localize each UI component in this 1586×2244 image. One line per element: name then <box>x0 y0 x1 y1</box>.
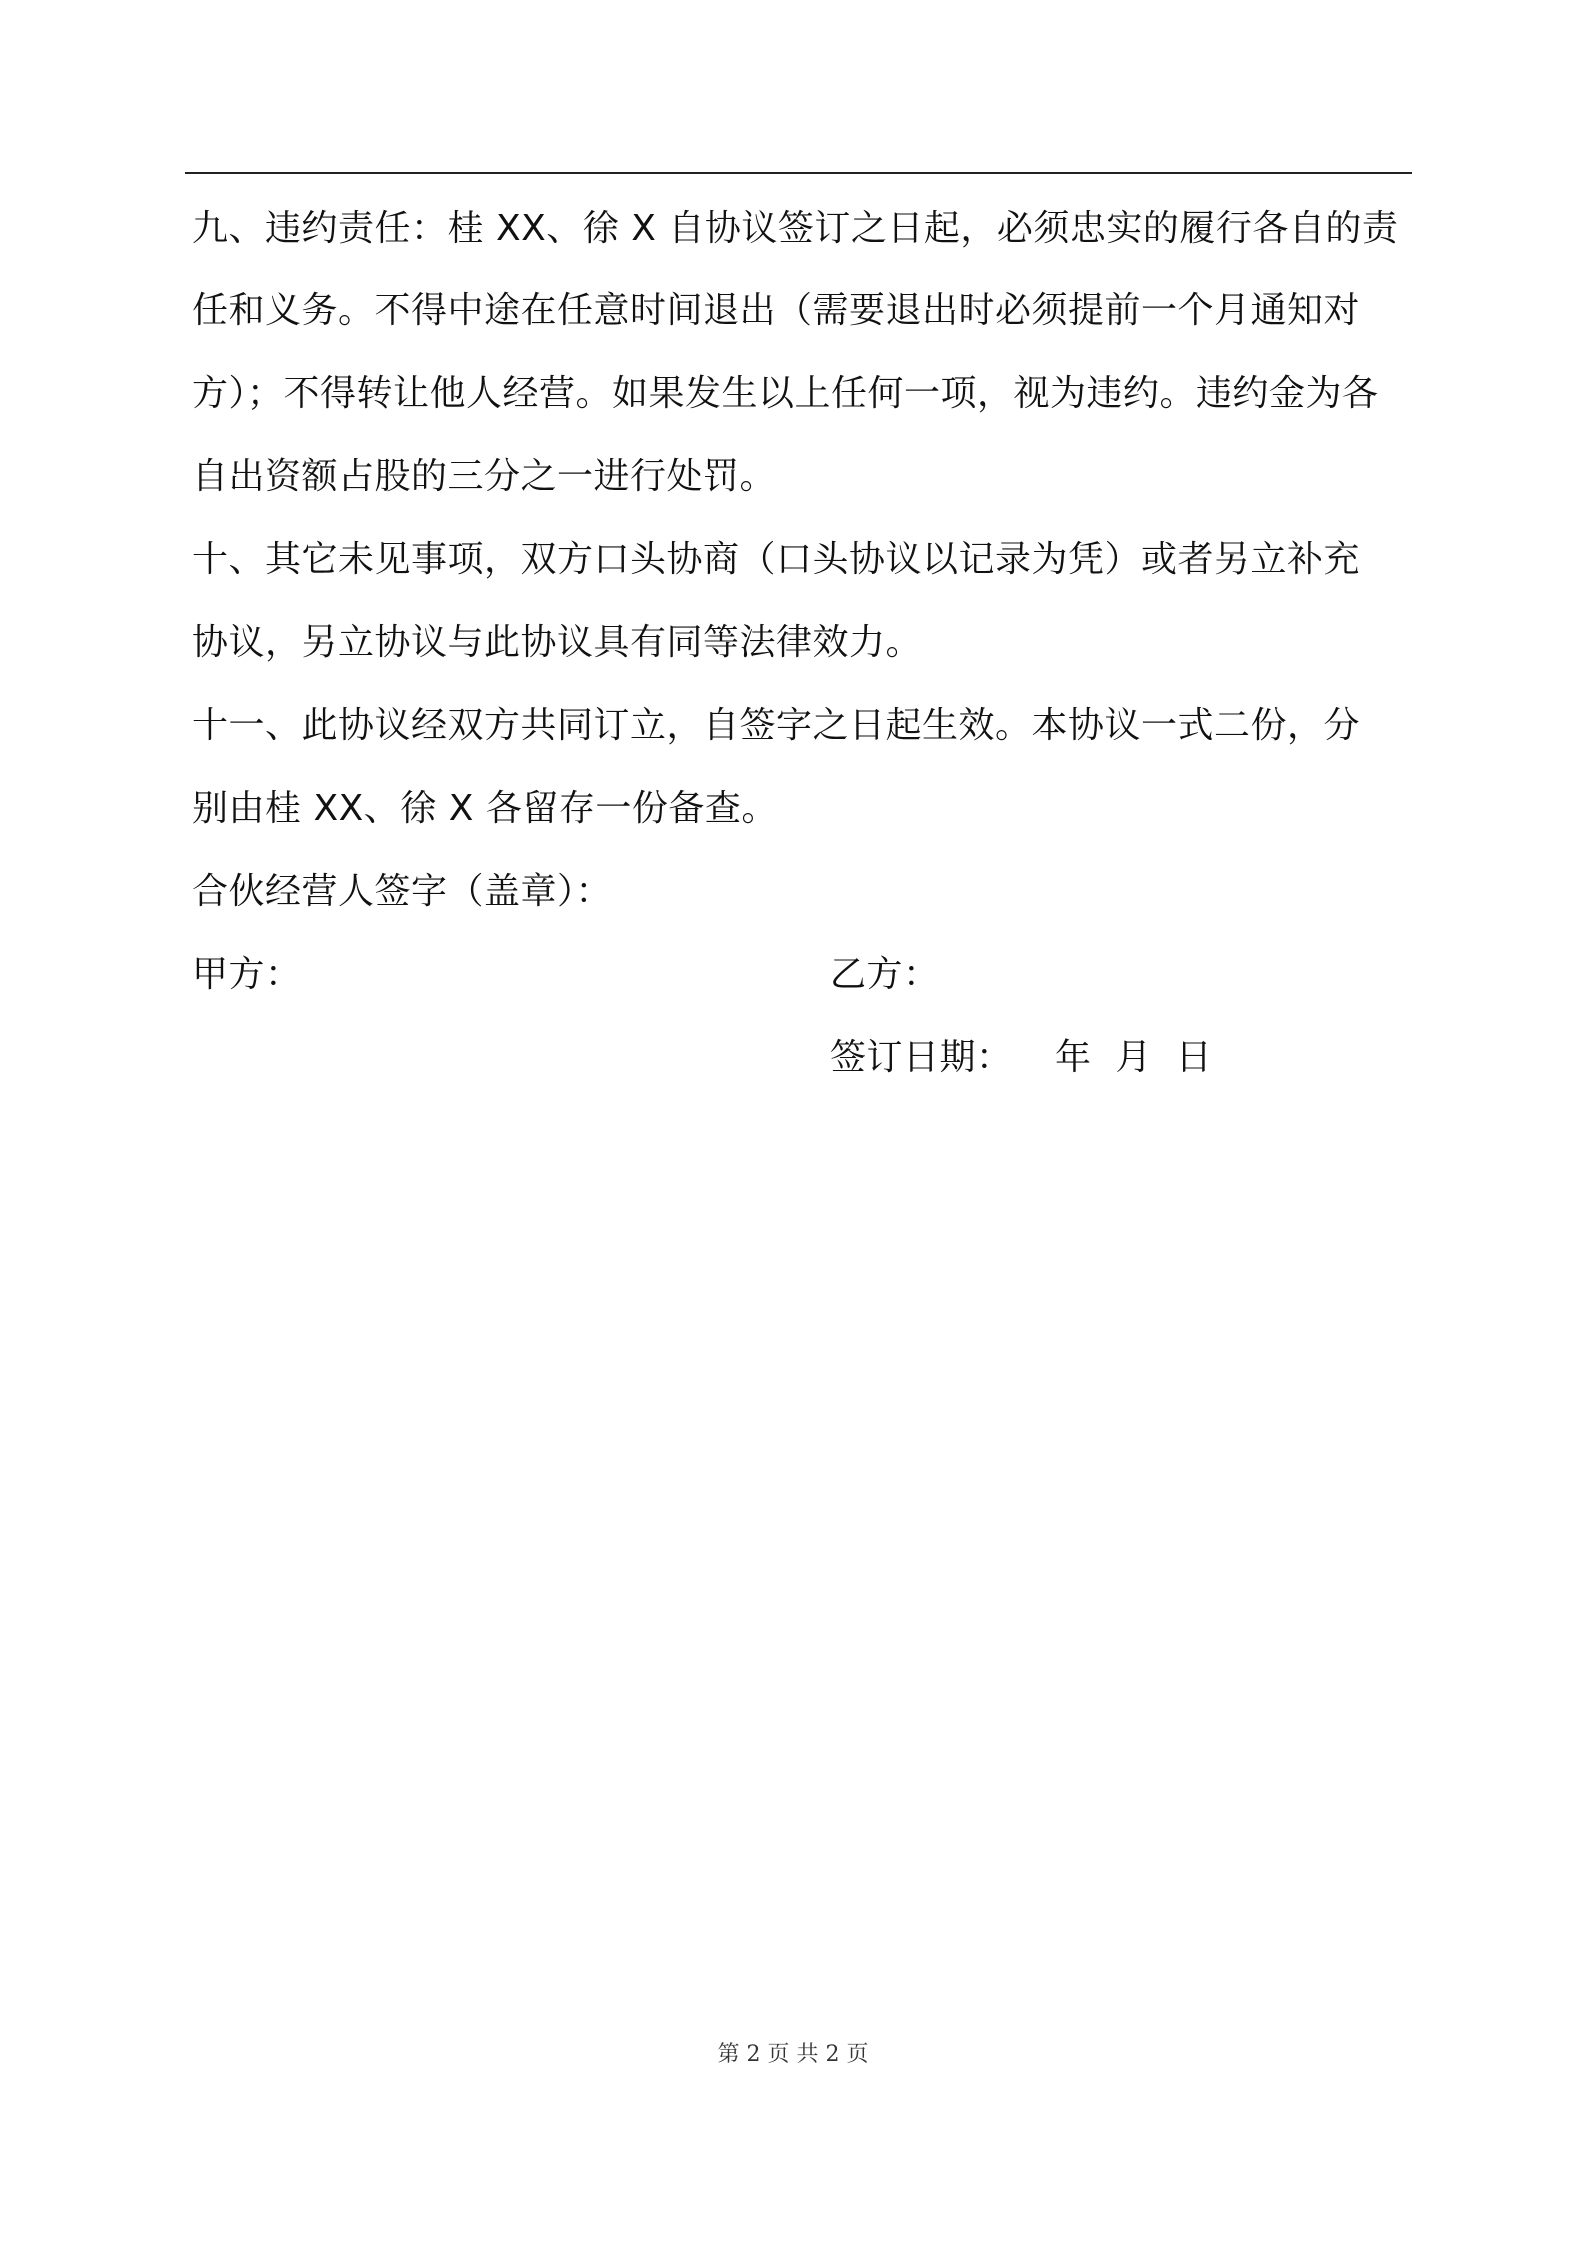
clause-10-line-1: 十、其它未见事项，双方口头协商（口头协议以记录为凭）或者另立补充 <box>192 539 1361 580</box>
clause-9-line-3: 方）；不得转让他人经营。如果发生以上任何一项，视为违约。违约金为各 <box>192 373 1379 414</box>
signature-heading: 合伙经营人签字（盖章）： <box>192 871 613 912</box>
clause-10-line-2: 协议，另立协议与此协议具有同等法律效力。 <box>192 622 923 663</box>
clause-9-line-2: 任和义务。不得中途在任意时间退出（需要退出时必须提前一个月通知对 <box>192 290 1361 331</box>
party-b-label: 乙方： <box>830 954 940 995</box>
header-rule <box>185 172 1412 174</box>
clause-11-line-1: 十一、此协议经双方共同订立，自签字之日起生效。本协议一式二份，分 <box>192 705 1361 746</box>
page-number-footer: 第 2 页 共 2 页 <box>717 2042 869 2067</box>
clause-9-line-1: 九、违约责任：桂 XX、徐 X 自协议签订之日起，必须忠实的履行各自的责 <box>192 208 1399 249</box>
clause-11-line-2: 别由桂 XX、徐 X 各留存一份备查。 <box>192 788 778 829</box>
sign-date-label: 签订日期： <box>830 1037 1013 1078</box>
sign-date-placeholder: 年 月 日 <box>1055 1037 1213 1078</box>
clause-9-line-4: 自出资额占股的三分之一进行处罚。 <box>192 456 777 497</box>
party-a-label: 甲方： <box>192 954 302 995</box>
